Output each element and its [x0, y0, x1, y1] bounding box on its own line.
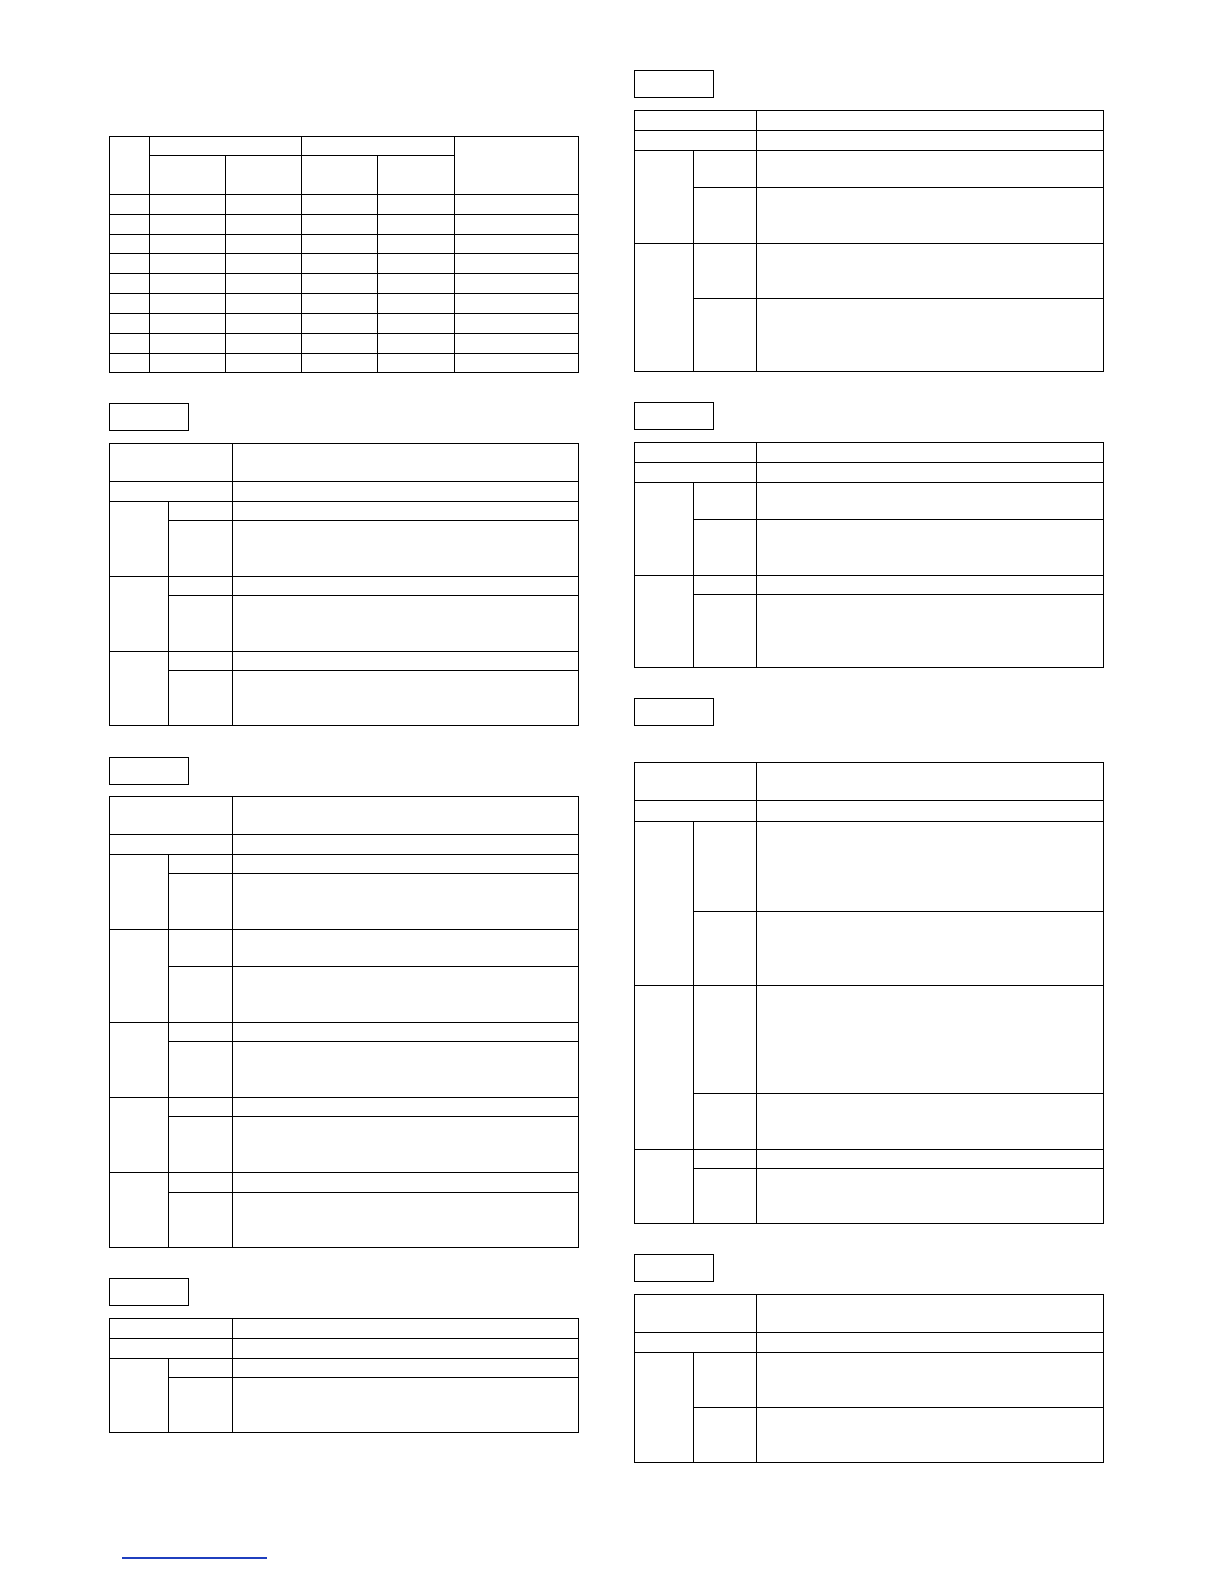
section-label-box	[634, 698, 714, 726]
section-label-box	[634, 402, 714, 430]
section-label-box	[109, 1278, 189, 1306]
footer-link-underline[interactable]	[122, 1557, 267, 1559]
section-label-box	[634, 70, 714, 98]
section-label-box	[109, 403, 189, 431]
section-label-box	[634, 1254, 714, 1282]
section-label-box	[109, 757, 189, 785]
